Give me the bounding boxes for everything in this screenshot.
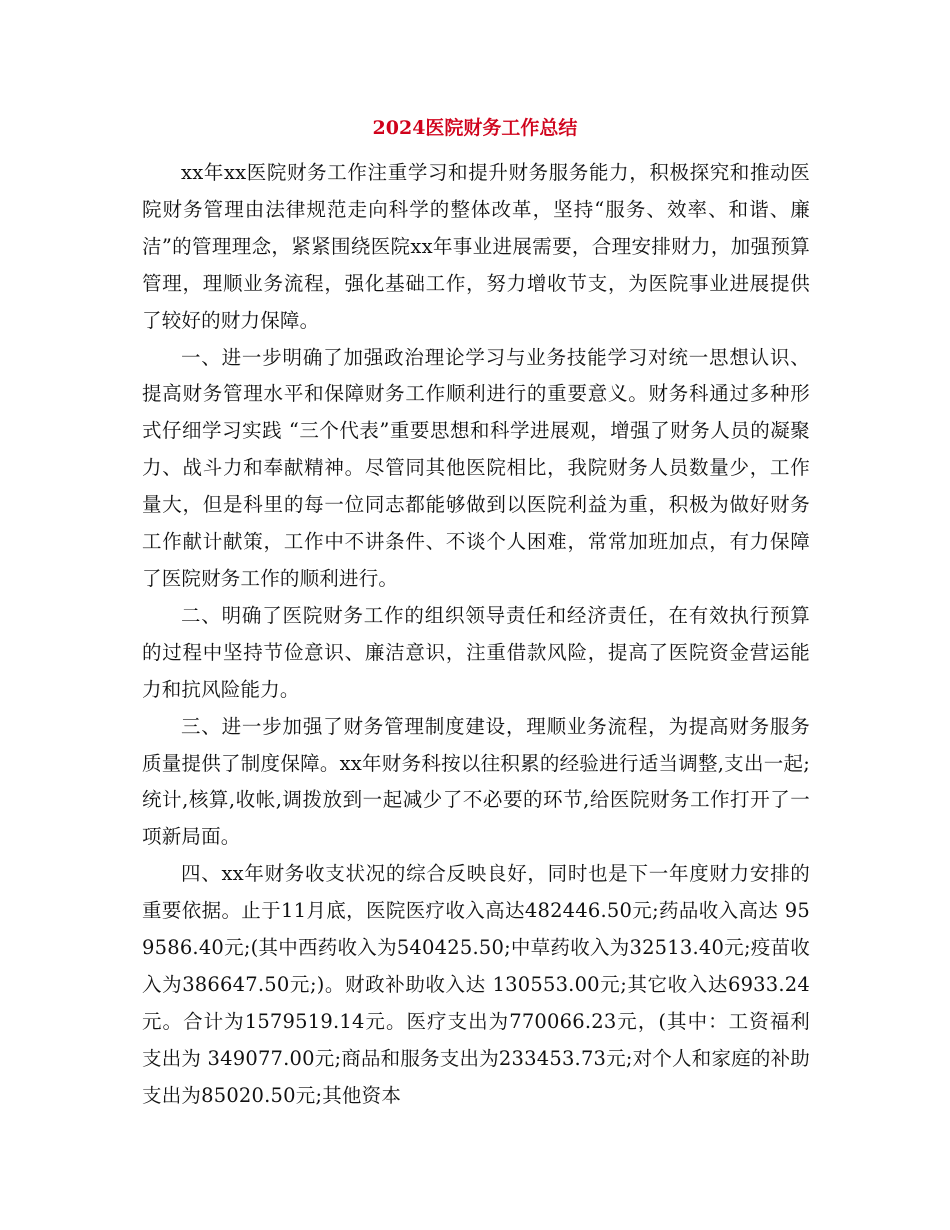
paragraph-section-1: 一、进一步明确了加强政治理论学习与业务技能学习对统一思想认识、提高财务管理水平和保障财务工作顺利进行的重要意义。财务科通过多种形式仔细学习实践 “三个代表”重要思想和科学进展观，增强了财务人员的凝聚力、战斗力和奉献精神。尽管同其他医院相比，我院财务人员数量少，工作量大，但是科里的每一位同志都能够做到以医院利益为重，积极为做好财务工作献计献策，工作中不讲条件、不谈个人困难，常常加班加点，有力保障了医院财务工作的顺利进行。 xyxy=(142,345,810,590)
paragraph-section-2: 二、明确了医院财务工作的组织领导责任和经济责任，在有效执行预算的过程中坚持节俭意识、廉洁意识，注重借款风险，提高了医院资金营运能力和抗风险能力。 xyxy=(142,603,810,701)
document-title: 2024医院财务工作总结 xyxy=(372,117,578,139)
document-body xyxy=(142,155,810,1115)
paragraph-intro: xx年xx医院财务工作注重学习和提升财务服务能力，积极探究和推动医院财务管理由法律规范走向科学的整体改革，坚持“服务、效率、和谐、廉洁”的管理理念，紧紧围绕医院xx年事业进展需要，合理安排财力，加强预算管理，理顺业务流程，强化基础工作，努力增收节支，为医院事业进展提供了较好的财力保障。 xyxy=(142,161,810,332)
paragraph-section-4: 四、xx年财务收支状况的综合反映良好，同时也是下一年度财力安排的重要依据。止于11月底，医院医疗收入高达482446.50元;药品收入高达 959586.40元;(其中西药收入为540425.50;中草药收入为32513.40元;疫苗收入为386647.50元;)。财政补助收入达 130553.00元;其它收入达6933.24元。合计为1579519.14元。医疗支出为770066.23元，(其中：工资福利支出为 349077.00元;商品和服务支出为233453.73元;对个人和家庭的补助支出为85020.50元;其他资本 xyxy=(142,862,810,1107)
paragraph-section-3: 三、进一步加强了财务管理制度建设，理顺业务流程，为提高财务服务质量提供了制度保障。xx年财务科按以往积累的经验进行适当调整,支出一起;统计,核算,收帐,调拨放到一起减少了不必要的环节,给医院财务工作打开了一项新局面。 xyxy=(142,714,810,849)
